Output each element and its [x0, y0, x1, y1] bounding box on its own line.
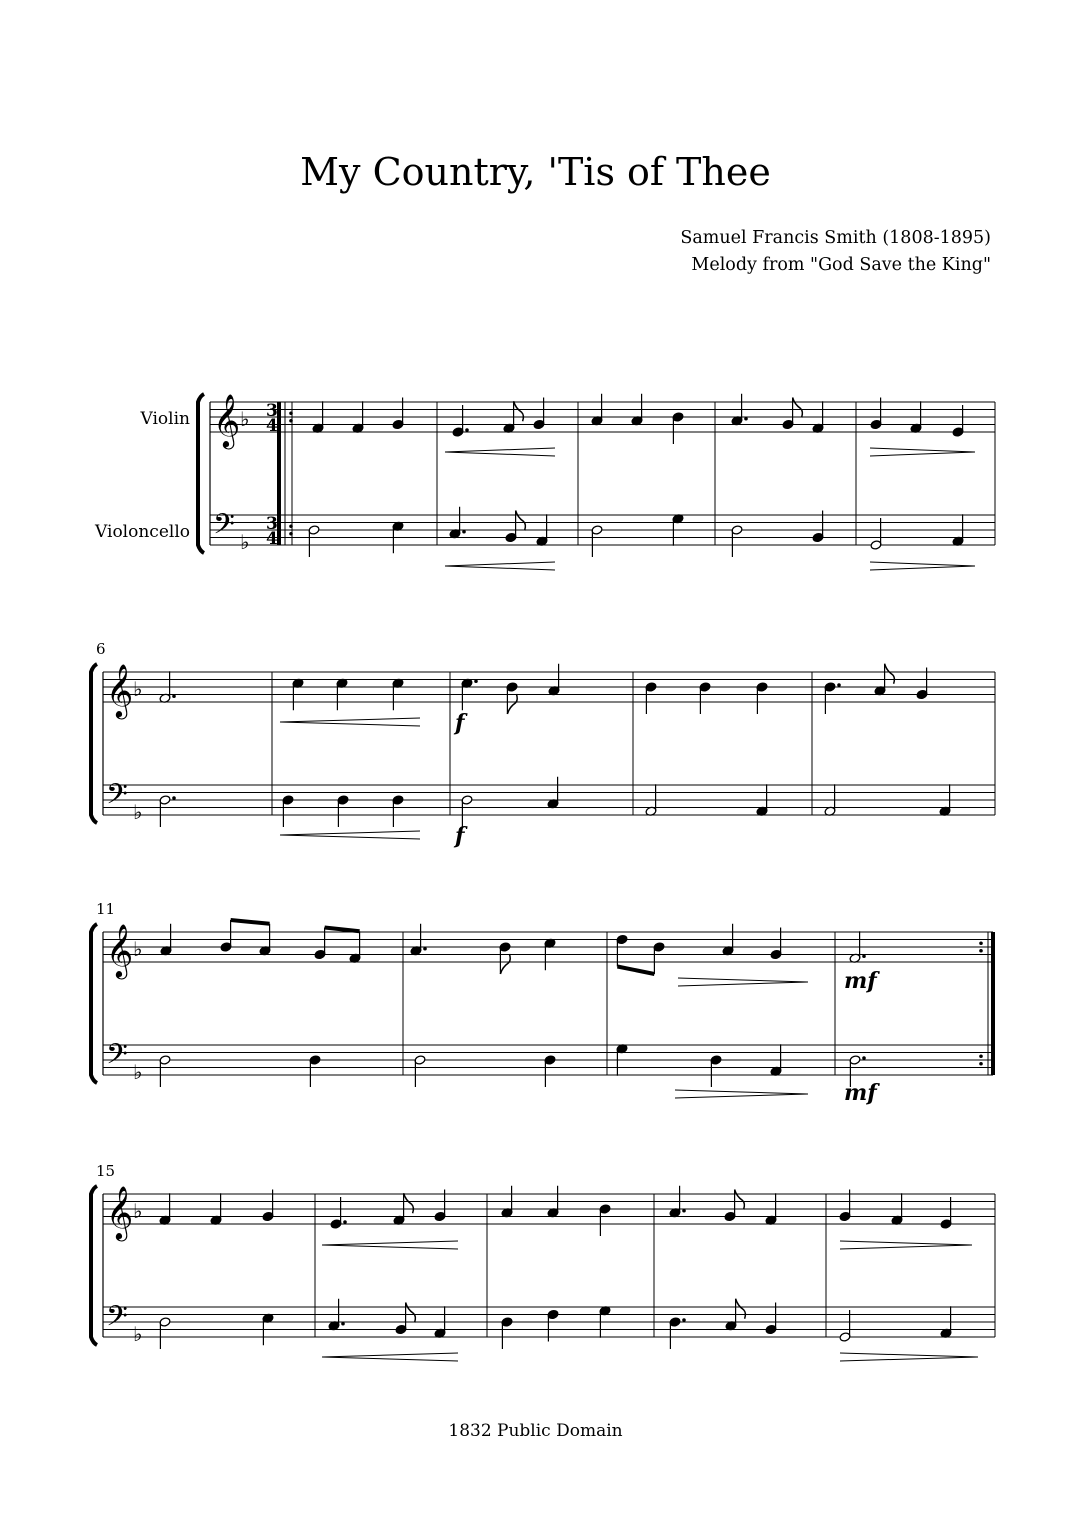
note-dot	[744, 417, 748, 421]
key-signature-flat: ♭	[240, 407, 250, 431]
crescendo-hairpin	[322, 1353, 458, 1357]
key-signature-flat: ♭	[133, 677, 143, 701]
note-dot	[682, 1318, 686, 1322]
decrescendo-hairpin	[678, 982, 808, 986]
crescendo-hairpin	[280, 722, 420, 726]
decrescendo-hairpin	[675, 1090, 808, 1094]
note-dot	[343, 1220, 347, 1224]
dynamic-mezzo-forte: mf	[844, 968, 877, 994]
repeat-dot	[289, 411, 293, 415]
decrescendo-hairpin	[675, 1094, 808, 1098]
measure-number: 15	[96, 1162, 116, 1180]
decrescendo-hairpin	[678, 978, 808, 982]
crescendo-hairpin	[445, 562, 555, 566]
note-beam	[325, 928, 360, 932]
page-title: My Country, 'Tis of Thee	[300, 150, 771, 194]
crescendo-hairpin	[322, 1357, 458, 1361]
dynamic-forte: f	[455, 823, 465, 849]
crescendo-hairpin	[280, 835, 420, 839]
decrescendo-hairpin	[870, 566, 975, 570]
system-bracket	[91, 924, 97, 1083]
decrescendo-hairpin	[870, 562, 975, 566]
instrument-label-cello: Violoncello	[95, 522, 190, 542]
key-signature-flat: ♭	[133, 937, 143, 961]
note-dot	[172, 796, 176, 800]
bass-clef: 𝄢	[106, 1038, 128, 1078]
repeat-dot	[289, 419, 293, 423]
note-dot	[465, 428, 469, 432]
decrescendo-hairpin	[870, 452, 975, 456]
treble-clef: 𝄞	[106, 663, 134, 717]
system-bracket	[198, 394, 204, 553]
treble-clef: 𝄞	[106, 923, 134, 977]
note-flag	[793, 398, 803, 418]
note-flag	[885, 664, 895, 684]
key-signature-flat: ♭	[133, 1060, 143, 1084]
bass-clef: 𝄢	[106, 778, 128, 818]
note-dot	[462, 530, 466, 534]
time-signature-top: 3	[266, 401, 278, 421]
time-signature-top: 3	[266, 514, 278, 534]
note-beam	[617, 967, 654, 975]
composer-credit: Samuel Francis Smith (1808-1895)	[680, 228, 991, 248]
decrescendo-hairpin	[840, 1245, 972, 1249]
note-beam	[231, 920, 270, 924]
crescendo-hairpin	[280, 718, 420, 722]
note-dot	[862, 954, 866, 958]
time-signature-bottom: 4	[266, 416, 278, 436]
melody-credit: Melody from "God Save the King"	[691, 255, 991, 275]
decrescendo-hairpin	[840, 1357, 978, 1361]
decrescendo-hairpin	[870, 448, 975, 452]
crescendo-hairpin	[445, 448, 555, 452]
note-dot	[341, 1322, 345, 1326]
note-flag	[736, 1299, 746, 1319]
note-flag	[735, 1190, 745, 1210]
note-dot	[837, 683, 841, 687]
note-flag	[500, 954, 510, 974]
key-signature-flat: ♭	[240, 530, 250, 554]
note-flag	[507, 694, 517, 714]
repeat-dot	[979, 1062, 983, 1066]
note-flag	[404, 1193, 414, 1213]
repeat-dot	[979, 941, 983, 945]
crescendo-hairpin	[445, 566, 555, 570]
note-flag	[516, 511, 526, 531]
decrescendo-hairpin	[840, 1241, 972, 1245]
decrescendo-hairpin	[840, 1353, 978, 1357]
note-dot	[862, 1056, 866, 1060]
dynamic-mezzo-forte: mf	[844, 1080, 877, 1106]
key-signature-flat: ♭	[133, 1199, 143, 1223]
key-signature-flat: ♭	[133, 1322, 143, 1346]
measure-number: 11	[96, 900, 116, 918]
instrument-label-violin: Violin	[140, 409, 190, 429]
note-dot	[682, 1209, 686, 1213]
crescendo-hairpin	[280, 831, 420, 835]
dynamic-forte: f	[455, 710, 465, 736]
crescendo-hairpin	[322, 1245, 458, 1249]
crescendo-hairpin	[445, 452, 555, 456]
note-dot	[172, 694, 176, 698]
repeat-dot	[289, 532, 293, 536]
repeat-dot	[289, 524, 293, 528]
key-signature-flat: ♭	[133, 800, 143, 824]
copyright-footer: 1832 Public Domain	[448, 1421, 623, 1441]
treble-clef: 𝄞	[106, 1185, 134, 1239]
repeat-dot	[979, 1054, 983, 1058]
bass-clef: 𝄢	[213, 508, 235, 548]
time-signature-bottom: 4	[266, 529, 278, 549]
repeat-dot	[979, 949, 983, 953]
treble-clef: 𝄞	[213, 393, 241, 447]
system-bracket	[91, 1186, 97, 1345]
bass-clef: 𝄢	[106, 1300, 128, 1340]
note-flag	[514, 401, 524, 421]
crescendo-hairpin	[322, 1241, 458, 1245]
system-bracket	[91, 664, 97, 823]
note-flag	[406, 1303, 416, 1323]
note-dot	[474, 679, 478, 683]
measure-number: 6	[96, 640, 106, 658]
note-dot	[423, 947, 427, 951]
